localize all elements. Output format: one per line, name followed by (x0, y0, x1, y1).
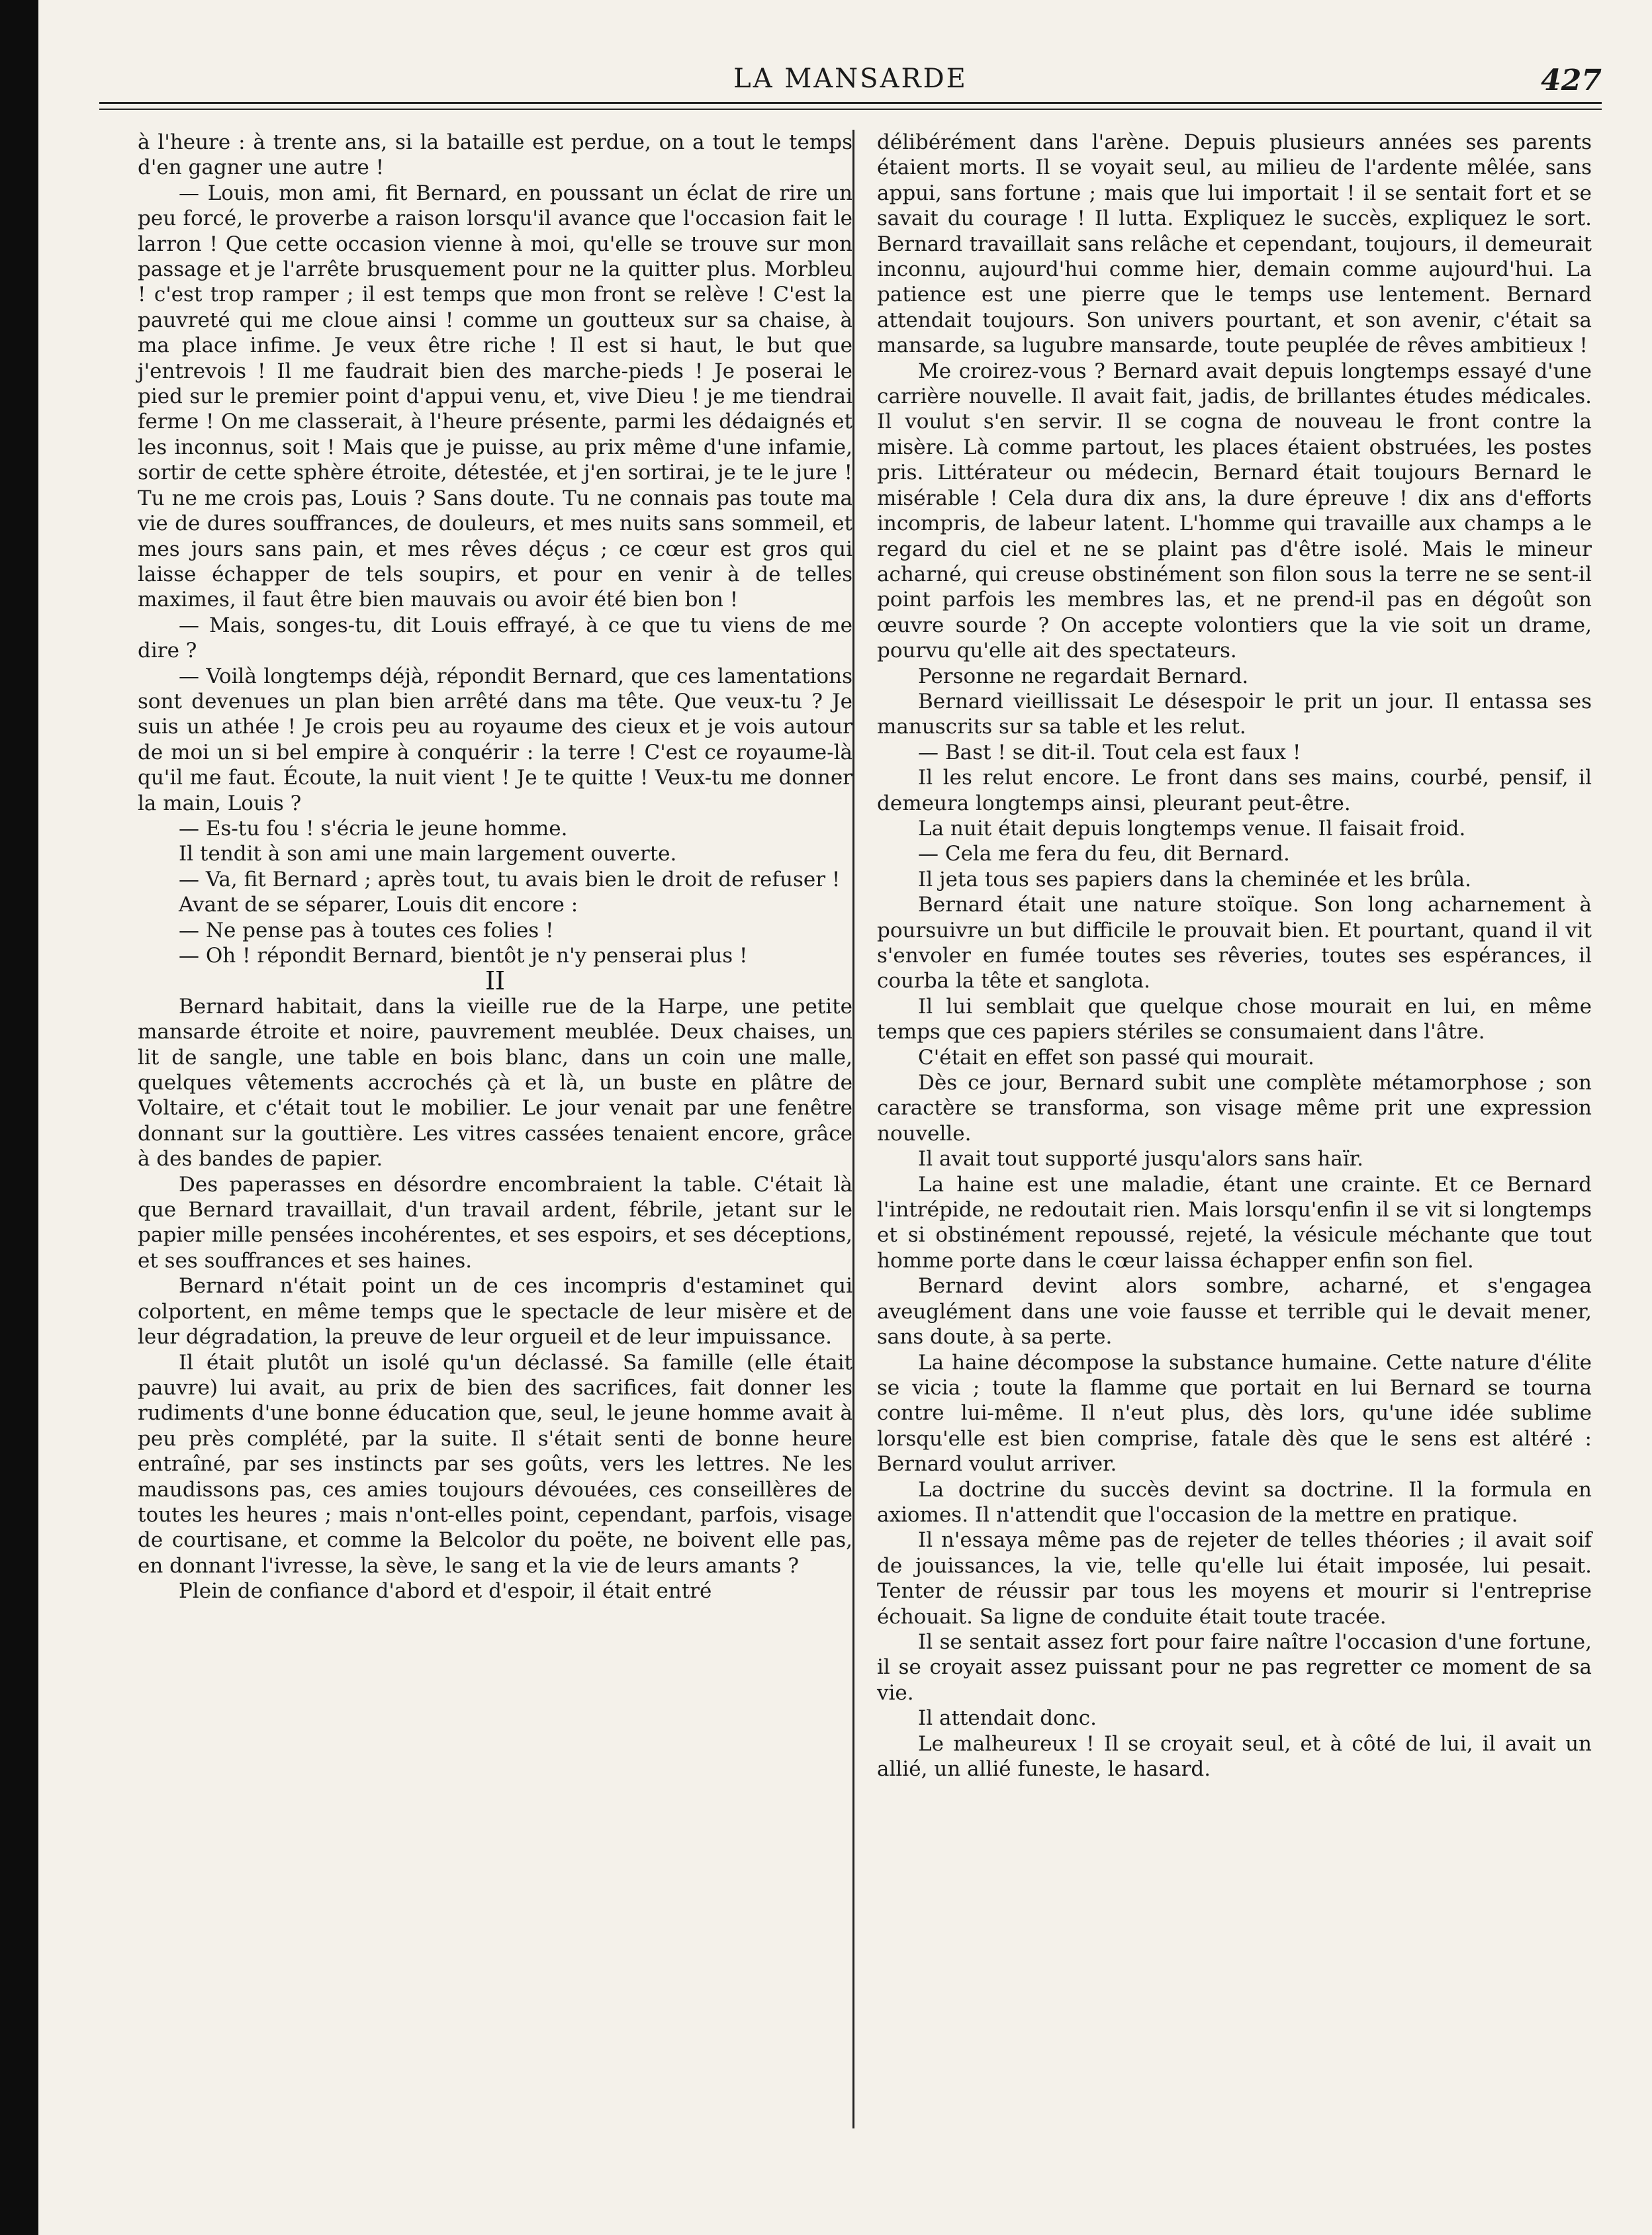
binding-edge (0, 0, 38, 2235)
paragraph: La doctrine du succès devint sa doctrine. Il la formula en axiomes. Il n'attendit que l'occasion de la mettre en pratique. (877, 1477, 1592, 1527)
paragraph: C'était en effet son passé qui mourait. (918, 1045, 1314, 1070)
paragraph: Le malheureux ! Il se croyait seul, et à côté de lui, il avait un allié, un allié funeste, le hasard. (877, 1731, 1592, 1781)
paragraph: — Louis, mon ami, fit Bernard, en poussant un éclat de rire un peu forcé, le proverbe a raison lorsqu'il avance que l'occasion fait le larron ! Que cette occasion vienne à moi, qu'elle se trouve sur mon passage et je l'arrête brusquement pour ne la quitter plus. Morbleu ! c'est trop ramper ; il est temps que mon front se relève ! C'est la pauvreté qui me cloue ainsi ! comme un goutteux sur sa chaise, à ma place infime. Je veux être riche ! Il est si haut, le but que j'entrevois ! Il me faudrait bien des marche-pieds ! Je poserai le pied sur le premier point d'appui venu, et, vive Dieu ! je me tiendrai ferme ! On me classerait, à l'heure présente, parmi les dédaignés et les inconnus, soit ! Mais que je puisse, au prix même d'une infamie, sortir de cette sphère étroite, détestée, et j'en sortirai, je te le jure ! Tu ne me crois pas, Louis ? Sans doute. Tu ne connais pas toute ma vie de dures souffrances, de douleurs, et mes nuits sans sommeil, et mes jours sans pain, et mes rêves déçus ; ce cœur est gros qui laisse échapper de tels soupirs, et pour en venir à de telles maximes, il faut être bien mauvais ou avoir été bien bon ! (138, 181, 852, 612)
paragraph: — Es-tu fou ! s'écria le jeune homme. (179, 816, 568, 841)
paragraph: Bernard habitait, dans la vieille rue de la Harpe, une petite mansarde étroite et noire, pauvrement meublée. Deux chaises, un lit de sangle, une table en bois blanc, dans un coin une malle, quelques vêtements accrochés çà et là, un buste en plâtre de Voltaire, et c'était tout le mobilier. Le jour venait par une fenêtre donnant sur la gouttière. Les vitres cassées tenaient encore, grâce à des bandes de papier. (138, 994, 852, 1171)
paragraph: — Oh ! répondit Bernard, bientôt je n'y penserai plus ! (179, 944, 748, 968)
paragraph: Il les relut encore. Le front dans ses mains, courbé, pensif, il demeura longtemps ainsi, pleurant peut-être. (877, 766, 1592, 815)
column-divider (852, 130, 854, 2128)
paragraph: Des paperasses en désordre encombraient la table. C'était là que Bernard travaillait, d'un travail ardent, fébrile, jetant sur le papier mille pensées incohérentes, et ses espoirs, et ses déceptions, et ses souffrances et ses haines. (138, 1172, 852, 1273)
paragraph: — Va, fit Bernard ; après tout, tu avais bien le droit de refuser ! (179, 867, 841, 891)
right-column (877, 130, 1592, 1782)
section-number: II (484, 966, 506, 996)
page-header (99, 64, 1602, 103)
paragraph: — Voilà longtemps déjà, répondit Bernard, que ces lamentations sont devenues un plan bien arrêté dans ma tête. Que veux-tu ? Je suis un athée ! Je crois peu au royaume des cieux et je vois autour de moi un si bel empire à conquérir : la terre ! C'est ce royaume-là qu'il me faut. Écoute, la nuit vient ! Je te quitte ! Veux-tu me donner la main, Louis ? (138, 664, 852, 815)
paragraph: à l'heure : à trente ans, si la bataille est perdue, on a tout le temps d'en gagner une autre ! (138, 130, 852, 180)
paragraph: Me croirez-vous ? Bernard avait depuis longtemps essayé d'une carrière nouvelle. Il avait fait, jadis, de brillantes études médicales. Il voulut s'en servir. Il se cogna de nouveau le front contre la misère. Là comme partout, les places étaient obstruées, les postes pris. Littérateur ou médecin, Bernard était toujours Bernard le misérable ! Cela dura dix ans, la dure épreuve ! dix ans d'efforts incompris, de labeur latent. L'homme qui travaille aux champs a le regard du ciel et ne se plaint pas d'être isolé. Mais le mineur acharné, qui creuse obstinément son filon sous la terre ne se sent-il point parfois les membres las, et ne prend-il pas en dégoût son œuvre sourde ? On accepte volontiers que la vie soit un drame, pourvu qu'elle ait des spectateurs. (877, 359, 1592, 663)
paragraph: Plein de confiance d'abord et d'espoir, il était entré (179, 1579, 712, 1604)
paragraph: Bernard n'était point un de ces incompris d'estaminet qui colportent, en même temps que le spectacle de leur misère et de leur dégradation, la preuve de leur orgueil et de leur impuissance. (138, 1274, 852, 1349)
paragraph: Il jeta tous ses papiers dans la cheminée et les brûla. (918, 867, 1472, 891)
paragraph: La haine est une maladie, étant une crainte. Et ce Bernard l'intrépide, ne redoutait rien. Mais lorsqu'enfin il se vit si longtemps et si obstinément repoussé, rejeté, la vésicule méchante que tout homme porte dans le cœur laissa échapper enfin son fiel. (877, 1172, 1592, 1273)
paragraph: Dès ce jour, Bernard subit une complète métamorphose ; son caractère se transforma, son visage même prit une expression nouvelle. (877, 1071, 1592, 1146)
left-column (138, 130, 852, 1604)
paragraph: Personne ne regardait Bernard. (918, 664, 1249, 688)
paragraph: — Cela me fera du feu, dit Bernard. (918, 842, 1290, 866)
paragraph: La haine décompose la substance humaine. Cette nature d'élite se vicia ; toute la flamme que portait en lui Bernard se tourna contre lui-même. Il n'eut plus, dès lors, qu'une idée sublime lorsqu'elle est bien comprise, fatale dès que le sens est altéré : Bernard voulut arriver. (877, 1350, 1592, 1477)
paragraph: Il se sentait assez fort pour faire naître l'occasion d'une fortune, il se croyait assez puissant pour ne pas regretter ce moment de sa vie. (877, 1629, 1592, 1705)
paragraph: Il lui semblait que quelque chose mourait en lui, en même temps que ces papiers stériles se consumaient dans l'âtre. (877, 994, 1592, 1044)
running-title: LA MANSARDE (733, 64, 968, 94)
header-rule (99, 102, 1602, 104)
paragraph: Il avait tout supporté jusqu'alors sans haïr. (918, 1147, 1364, 1171)
paragraph: Il était plutôt un isolé qu'un déclassé. Sa famille (elle était pauvre) lui avait, au prix de bien des sacrifices, fait donner les rudiments d'une bonne éducation que, seul, le jeune homme avait à peu près complété, par la suite. Il s'était senti de bonne heure entraîné, par ses instincts par ses goûts, vers les lettres. Ne les maudissons pas, ces amies toujours dévouées, ces conseillères de toutes les heures ; mais n'ont-elles point, cependant, parfois, visage de courtisane, et comme la Belcolor du poëte, ne boivent elle pas, en donnant l'ivresse, la sève, le sang et la vie de leurs amants ? (138, 1350, 852, 1578)
paragraph: Bernard était une nature stoïque. Son long acharnement à poursuivre un but difficile le prouvait bien. Et pourtant, quand il vit s'envoler en fumée toutes ses rêveries, toutes ses espérances, il courba la tête et sanglota. (877, 893, 1592, 993)
paragraph: Bernard vieillissait Le désespoir le prit un jour. Il entassa ses manuscrits sur sa table et les relut. (877, 689, 1592, 739)
paragraph: La nuit était depuis longtemps venue. Il faisait froid. (918, 816, 1466, 841)
page-number: 427 (1541, 64, 1602, 97)
header-rule-thin (99, 109, 1602, 110)
paragraph: Bernard devint alors sombre, acharné, et s'engagea aveuglément dans une voie fausse et terrible qui le devait mener, sans doute, à sa perte. (877, 1274, 1592, 1349)
paragraph: — Mais, songes-tu, dit Louis effrayé, à ce que tu viens de me dire ? (138, 613, 852, 663)
paragraph: délibérément dans l'arène. Depuis plusieurs années ses parents étaient morts. Il se voyait seul, au milieu de l'ardente mêlée, sans appui, sans fortune ; mais que lui importait ! il se sentait fort et se savait du courage ! Il lutta. Expliquez le succès, expliquez le sort. Bernard travaillait sans relâche et cependant, toujours, il demeurait inconnu, aujourd'hui comme hier, demain comme aujourd'hui. La patience est une pierre que le temps use lentement. Bernard attendait toujours. Son univers pourtant, et son avenir, c'était sa mansarde, sa lugubre mansarde, toute peuplée de rêves ambitieux ! (877, 130, 1592, 358)
paragraph: Il attendait donc. (918, 1706, 1097, 1731)
paragraph: — Ne pense pas à toutes ces folies ! (179, 918, 554, 942)
paragraph: — Bast ! se dit-il. Tout cela est faux ! (918, 740, 1301, 764)
paragraph: Il n'essaya même pas de rejeter de telles théories ; il avait soif de jouissances, la vie, telle qu'elle lui était imposée, lui pesait. Tenter de réussir par tous les moyens et mourir si l'entreprise échouait. Sa ligne de conduite était toute tracée. (877, 1528, 1592, 1629)
paragraph: Avant de se séparer, Louis dit encore : (179, 893, 578, 917)
paragraph: Il tendit à son ami une main largement ouverte. (179, 842, 677, 866)
